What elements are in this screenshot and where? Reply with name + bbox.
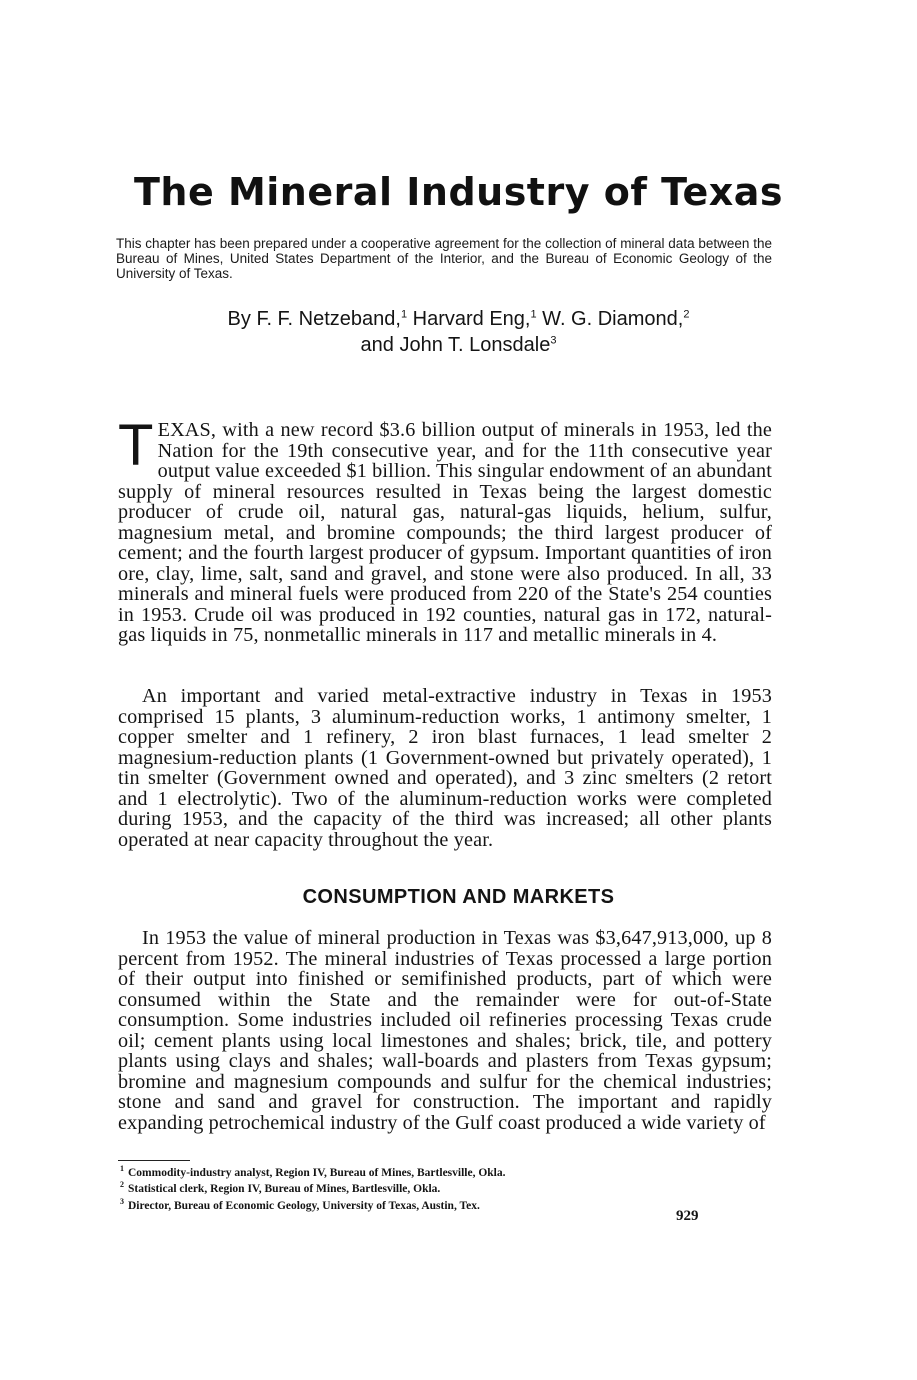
- footnotes: [120, 1163, 680, 1212]
- footnote-ref: 2: [683, 308, 690, 321]
- page-title: The Mineral Industry of Texas: [133, 170, 784, 214]
- author-lonsdale: and John T. Lonsdale: [360, 334, 551, 356]
- footnote-rule: [118, 1160, 190, 1161]
- paragraph-3: In 1953 the value of mineral production in Texas was $3,647,913,000, up 8 percent from 1952. The mineral industries of Texas processed a large portion of their output into finished or semifinished products, part of which were consumed within the State and the remainder were for out-of-State consumption. Some industries included oil refineries processing Texas crude oil; cement plants using local limestones and shales; brick, tile, and pottery plants using clays and shales; wall-boards and plasters from Texas gypsum; bromine and magnesium compounds and sulfur for the chemical industries; stone and sand and gravel for construction. The important and rapidly expanding petrochemical industry of the Gulf coast produced a wide variety of: [118, 927, 772, 1134]
- footnote-1: [120, 1163, 680, 1179]
- footnote-text: Commodity-industry analyst, Region IV, Bureau of Mines, Bartlesville, Okla.: [128, 1166, 506, 1179]
- footnote-2: [120, 1179, 680, 1195]
- footnote-ref: 3: [550, 334, 557, 347]
- paragraph-1-text: EXAS, with a new record $3.6 billion output of minerals in 1953, led the Nation for the 19th consecutive year, and for the 11th consecutive year output value exceeded $1 billion. This singular endowment of an abundant supply of mineral resources resulted in Texas being the largest domestic producer of crude oil, natural gas, natural-gas liquids, helium, sulfur, magnesium metal, and bromine compounds; the third largest producer of cement; and the fourth largest producer of gypsum. Important quantities of iron ore, clay, lime, salt, sand and gravel, and stone were also produced. In all, 33 minerals and mineral fuels were produced from 220 of the State's 254 counties in 1953. Crude oil was produced in 192 counties, natural gas in 172, natural-gas liquids in 75, nonmetallic minerals in 117 and metallic minerals in 4.: [118, 419, 772, 646]
- drop-cap: T: [118, 413, 154, 478]
- footnote-number: 1: [120, 1164, 124, 1173]
- section-heading: CONSUMPTION AND MARKETS: [302, 886, 615, 908]
- footnote-number: 3: [120, 1196, 124, 1206]
- footnote-3: [120, 1196, 680, 1212]
- paragraph-1: [118, 413, 772, 646]
- paragraph-2: An important and varied metal-extractive industry in Texas in 1953 comprised 15 plants, 3 aluminum-reduction works, 1 antimony smelter, 1 copper smelter and 1 refinery, 2 iron blast furnaces, 1 lead smelter 2 magnesium-reduction plants (1 Government-owned but privately operated), 1 tin smelter (Government owned and operated), and 3 zinc smelters (2 retort and 1 electrolytic). Two of the aluminum-reduction works were completed during 1953, and the capacity of the third was increased; all other plants operated at near capacity throughout the year.: [118, 685, 772, 851]
- authors-line-2: [0, 334, 917, 357]
- author-diamond: W. G. Diamond,: [536, 308, 684, 330]
- footnote-text: Director, Bureau of Economic Geology, University of Texas, Austin, Tex.: [128, 1199, 480, 1212]
- footnote-number: 2: [120, 1180, 124, 1190]
- authors-line-1: [0, 308, 917, 331]
- footnote-ref: 1: [400, 308, 408, 321]
- author-netzeband: By F. F. Netzeband,: [227, 308, 401, 330]
- intro-note: This chapter has been prepared under a cooperative agreement for the collection of mineral data between the Bureau of Mines, United States Department of the Interior, and the Bureau of Economic Geology of the University of Texas.: [116, 236, 772, 281]
- footnote-text: Statistical clerk, Region IV, Bureau of Mines, Bartlesville, Okla.: [128, 1183, 441, 1196]
- page-number: 929: [676, 1208, 699, 1224]
- author-eng: Harvard Eng,: [407, 308, 531, 330]
- footnote-ref: 1: [530, 308, 537, 321]
